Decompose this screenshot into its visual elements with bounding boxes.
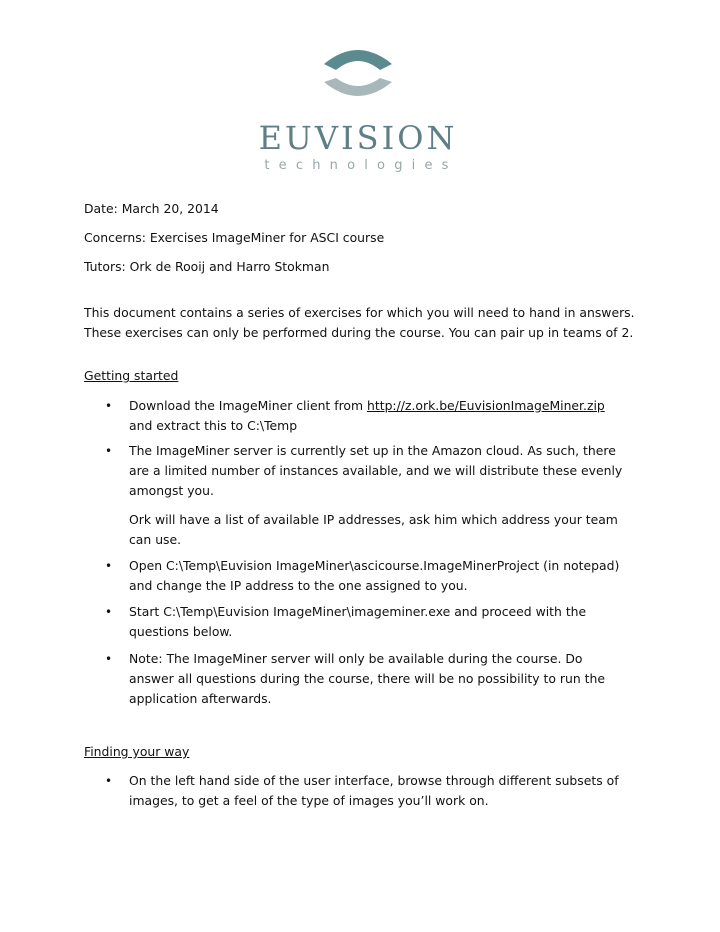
list-item-ork: Ork will have a list of available IP addresses, ask him which address your team can use. [129,512,618,547]
download-text-before: Download the ImageMiner client from [129,398,367,413]
bullet-marker: • [105,652,113,666]
list-item-note: Note: The ImageMiner server will only be available during the course. Do answer all questions during the course, there will be no possibility to run the application afterwards. [129,651,606,706]
list-item-open: Open C:\Temp\Euvision ImageMiner\ascicourse.ImageMinerProject (in notepad) and change the IP address to the one assigned to you. [129,558,620,593]
intro-paragraph: This document contains a series of exercises for which you will need to hand in answers. These exercises can only be performed during the course. You can pair up in teams of 2. [84,305,635,340]
logo-wordmark: EUVISION [258,119,458,157]
tutors-line: Tutors: Ork de Rooij and Harro Stokman [84,259,330,274]
date-line: Date: March 20, 2014 [84,201,219,216]
download-link[interactable]: http://z.ork.be/EuvisionImageMiner.zip [367,398,605,413]
download-text-after: and extract this to C:\Temp [129,418,298,433]
logo-mark-icon [320,42,396,118]
heading-getting-started: Getting started [84,368,179,383]
bullet-marker: • [105,559,113,573]
heading-finding-your-way: Finding your way [84,744,190,759]
euvision-logo [258,42,458,177]
list-item-download [129,396,629,436]
list-item-server: The ImageMiner server is currently set up in the Amazon cloud. As such, there are a limited number of instances available, and we will distribute these evenly amongst you. [129,443,623,498]
logo-tagline: technologies [264,158,458,173]
concerns-line: Concerns: Exercises ImageMiner for ASCI course [84,230,385,245]
bullet-marker: • [105,444,113,458]
bullet-marker: • [105,774,113,788]
list-item-start: Start C:\Temp\Euvision ImageMiner\imageminer.exe and proceed with the questions below. [129,604,587,639]
bullet-marker: • [105,399,113,413]
list-item-browse: On the left hand side of the user interface, browse through different subsets of images, to get a feel of the type of images you’ll work on. [129,773,619,808]
bullet-marker: • [105,605,113,619]
